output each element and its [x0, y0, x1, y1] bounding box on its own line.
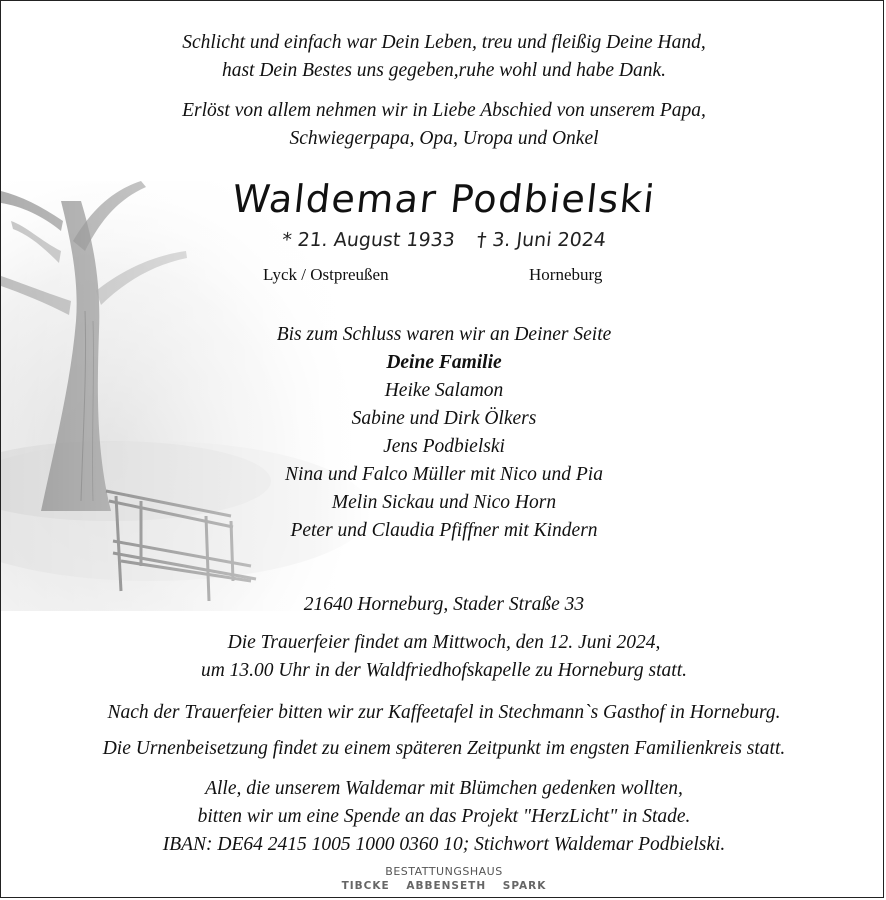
family-member: Peter und Claudia Pfiffner mit Kindern — [290, 520, 598, 541]
address: 21640 Horneburg, Stader Straße 33 — [303, 594, 585, 615]
logo-name: TIBCKE — [341, 880, 390, 892]
intro-verse — [1, 29, 884, 85]
funeral-line-2: um 13.00 Uhr in der Waldfriedhofskapelle zu Horneburg statt. — [200, 660, 688, 681]
farewell-text — [1, 97, 884, 153]
logo-names — [1, 879, 884, 893]
family-section — [1, 321, 884, 545]
farewell-line-1: Erlöst von allem nehmen wir in Liebe Abschied von unserem Papa, — [182, 100, 706, 121]
donation-line-3: IBAN: DE64 2415 1005 1000 0360 10; Stichwort Waldemar Podbielski. — [162, 834, 726, 855]
deathplace: Horneburg — [529, 265, 603, 284]
family-member: Nina und Falco Müller mit Nico und Pia — [285, 464, 603, 485]
funeral-home-logo — [1, 865, 884, 893]
funeral-info — [1, 629, 884, 685]
birth-date: * 21. August 1933 — [280, 229, 456, 251]
intro-line-2: hast Dein Bestes uns gegeben,ruhe wohl und habe Dank. — [221, 60, 667, 81]
logo-title: BESTATTUNGSHAUS — [385, 865, 503, 878]
family-member: Heike Salamon — [384, 380, 504, 401]
intro-line-1: Schlicht und einfach war Dein Leben, treu und fleißig Deine Hand, — [182, 32, 706, 53]
donation-line-2: bitten wir um eine Spende an das Projekt "HerzLicht" in Stade. — [197, 806, 691, 827]
urn-info: Die Urnenbeisetzung findet zu einem späteren Zeitpunkt im engsten Familienkreis statt. — [102, 738, 786, 759]
family-member: Melin Sickau und Nico Horn — [331, 492, 557, 513]
deceased-name: Waldemar Podbielski — [230, 177, 658, 221]
coffee-info: Nach der Trauerfeier bitten wir zur Kaffeetafel in Stechmann`s Gasthof in Horneburg. — [107, 702, 781, 723]
logo-name: ABBENSETH — [406, 880, 487, 892]
birthplace: Lyck / Ostpreußen — [263, 265, 389, 284]
family-member: Sabine und Dirk Ölkers — [351, 408, 537, 429]
family-intro: Bis zum Schluss waren wir an Deiner Seite — [276, 324, 612, 345]
family-heading: Deine Familie — [386, 352, 502, 373]
logo-name: SPARK — [502, 880, 547, 892]
donation-line-1: Alle, die unserem Waldemar mit Blümchen gedenken wollten, — [205, 778, 683, 799]
donation-info — [1, 775, 884, 859]
farewell-line-2: Schwiegerpapa, Opa, Uropa und Onkel — [289, 128, 599, 149]
funeral-line-1: Die Trauerfeier findet am Mittwoch, den 12. Juni 2024, — [227, 632, 661, 653]
life-dates — [0, 229, 884, 251]
family-member: Jens Podbielski — [383, 436, 505, 457]
death-date: † 3. Juni 2024 — [475, 229, 608, 251]
